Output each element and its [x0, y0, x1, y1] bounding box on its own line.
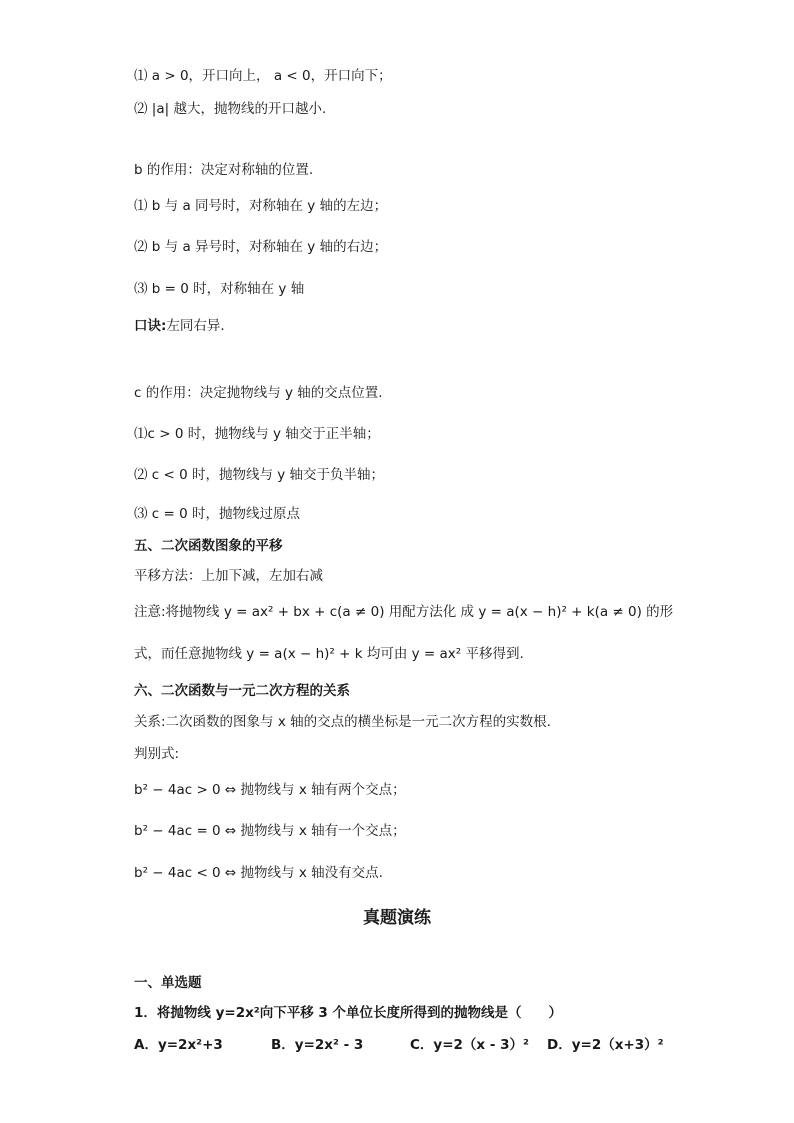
discriminant-case-3: b² − 4ac < 0 ⇔ 抛物线与 x 轴没有交点.: [134, 865, 383, 881]
discriminant-case-2: b² − 4ac = 0 ⇔ 抛物线与 x 轴有一个交点；: [134, 823, 406, 839]
option-d: D．y=2（x+3）²: [547, 1037, 664, 1053]
c-effect-line-1: ⑴c > 0 时，抛物线与 y 轴交于正半轴；: [134, 426, 380, 442]
option-a: A．y=2x²+3: [134, 1037, 223, 1053]
single-choice-label: 一、单选题: [134, 975, 202, 991]
mnemonic: [134, 317, 225, 335]
question-1: 1．将抛物线 y=2x²向下平移 3 个单位长度所得到的抛物线是（ ）: [134, 1005, 563, 1021]
mnemonic-label: 口诀:: [134, 318, 167, 334]
b-effect-line-3: ⑶ b = 0 时，对称轴在 y 轴: [134, 281, 305, 297]
mnemonic-text: 左同右异.: [166, 318, 225, 334]
a-effect-line-1: ⑴ a > 0，开口向上， a < 0，开口向下；: [134, 68, 392, 84]
option-b: B．y=2x² - 3: [271, 1037, 364, 1053]
a-effect-line-2: ⑵ |a| 越大，抛物线的开口越小.: [134, 101, 327, 117]
b-effect-line-2: ⑵ b 与 a 异号时，对称轴在 y 轴的右边；: [134, 239, 388, 255]
c-effect-heading: c 的作用：决定抛物线与 y 轴的交点位置.: [134, 385, 383, 401]
c-effect-line-2: ⑵ c < 0 时，抛物线与 y 轴交于负半轴；: [134, 467, 385, 483]
translation-note-line-2: 式，而任意抛物线 y = a(x − h)² + k 均可由 y = ax² 平移得到.: [134, 646, 524, 662]
exercise-title: 真题演练: [363, 908, 431, 928]
discriminant-label: 判别式:: [134, 746, 180, 762]
section-6-heading: 六、二次函数与一元二次方程的关系: [134, 683, 350, 699]
translation-note-line-1: 注意:将抛物线 y = ax² + bx + c(a ≠ 0) 用配方法化 成 y = a(x − h)² + k(a ≠ 0) 的形: [134, 604, 674, 620]
discriminant-case-1: b² − 4ac > 0 ⇔ 抛物线与 x 轴有两个交点；: [134, 782, 406, 798]
c-effect-line-3: ⑶ c = 0 时，抛物线过原点: [134, 506, 300, 522]
b-effect-heading: b 的作用：决定对称轴的位置.: [134, 162, 314, 178]
relation-text: 关系:二次函数的图象与 x 轴的交点的横坐标是一元二次方程的实数根.: [134, 714, 551, 730]
section-5-heading: 五、二次函数图象的平移: [134, 538, 283, 554]
translation-method: 平移方法：上加下减，左加右减: [134, 568, 323, 584]
b-effect-line-1: ⑴ b 与 a 同号时，对称轴在 y 轴的左边；: [134, 198, 388, 214]
option-c: C．y=2（x - 3）²: [410, 1037, 529, 1053]
